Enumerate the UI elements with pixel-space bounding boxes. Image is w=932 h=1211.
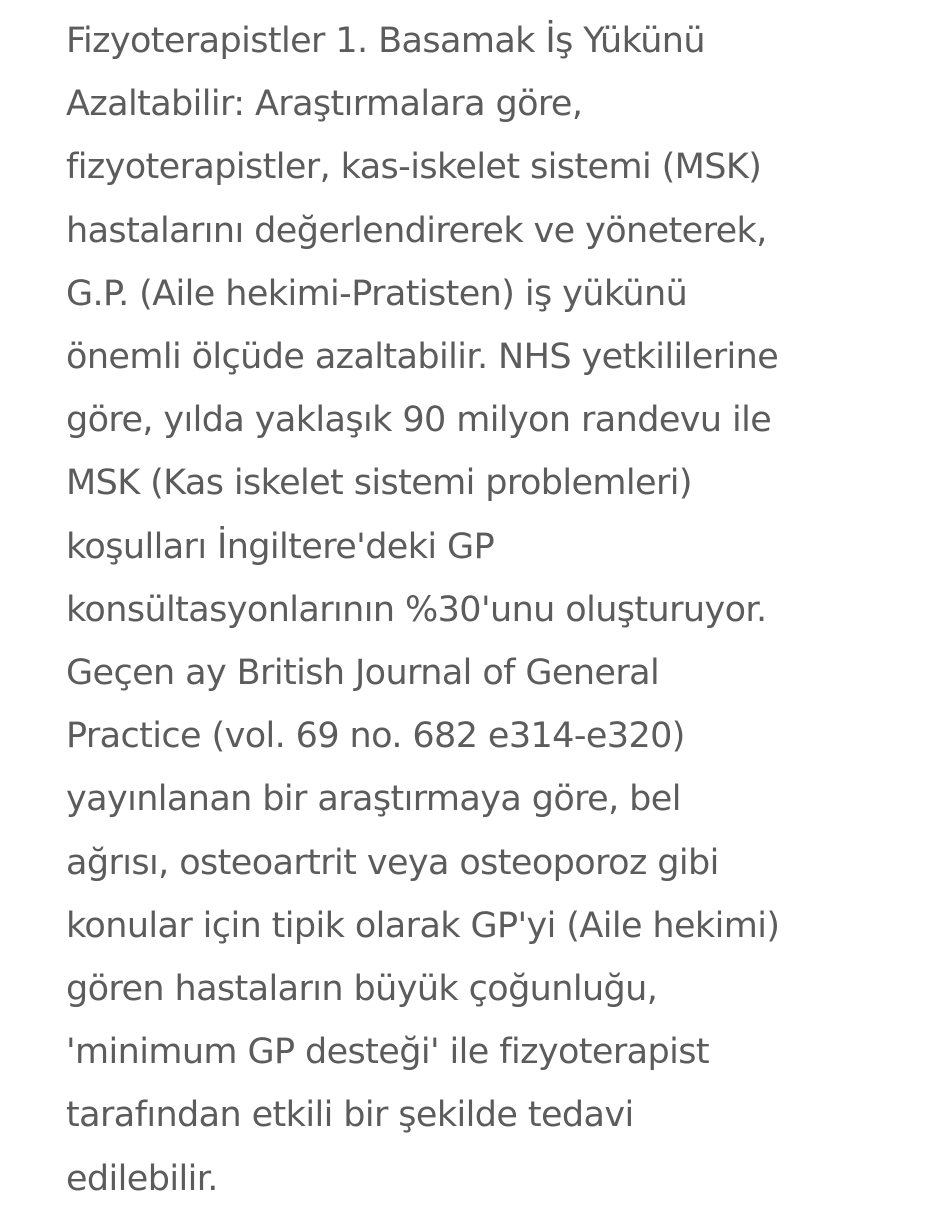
paragraph-line: Azaltabilir: Araştırmalara göre, [66, 84, 583, 125]
paragraph-line: koşulları İngiltere'deki GP [66, 526, 495, 567]
paragraph-line: Geçen ay British Journal of General [66, 653, 660, 694]
paragraph-line: Fizyoterapistler 1. Basamak İş Yükünü [66, 21, 705, 61]
paragraph-line: G.P. (Aile hekimi-Pratisten) iş yükünü [66, 273, 688, 314]
paragraph-line: 'minimum GP desteği' ile fizyoterapist [66, 1032, 709, 1073]
paragraph-line: konsültasyonlarının %30'unu oluşturuyor. [66, 589, 767, 630]
paragraph-line: önemli ölçüde azaltabilir. NHS yetkililerine [66, 337, 779, 378]
paragraph-line: MSK (Kas iskelet sistemi problemleri) [66, 463, 692, 504]
paragraph-line: edilebilir. [66, 1158, 218, 1199]
paragraph-line: hastalarını değerlendirerek ve yöneterek, [66, 210, 767, 251]
paragraph-line: göre, yılda yaklaşık 90 milyon randevu ile [66, 400, 772, 441]
paragraph-line: ağrısı, osteoartrit veya osteoporoz gibi [66, 842, 719, 883]
article-paragraph [66, 10, 916, 1211]
paragraph-line: yayınlanan bir araştırmaya göre, bel [66, 779, 681, 820]
paragraph-line: tarafından etkili bir şekilde tedavi [66, 1095, 634, 1136]
paragraph-line: gören hastaların büyük çoğunluğu, [66, 969, 658, 1010]
paragraph-line: fizyoterapistler, kas-iskelet sistemi (MSK) [66, 147, 762, 188]
paragraph-line: konular için tipik olarak GP'yi (Aile hekimi) [66, 905, 780, 946]
paragraph-line: Practice (vol. 69 no. 682 e314-e320) [66, 716, 685, 757]
